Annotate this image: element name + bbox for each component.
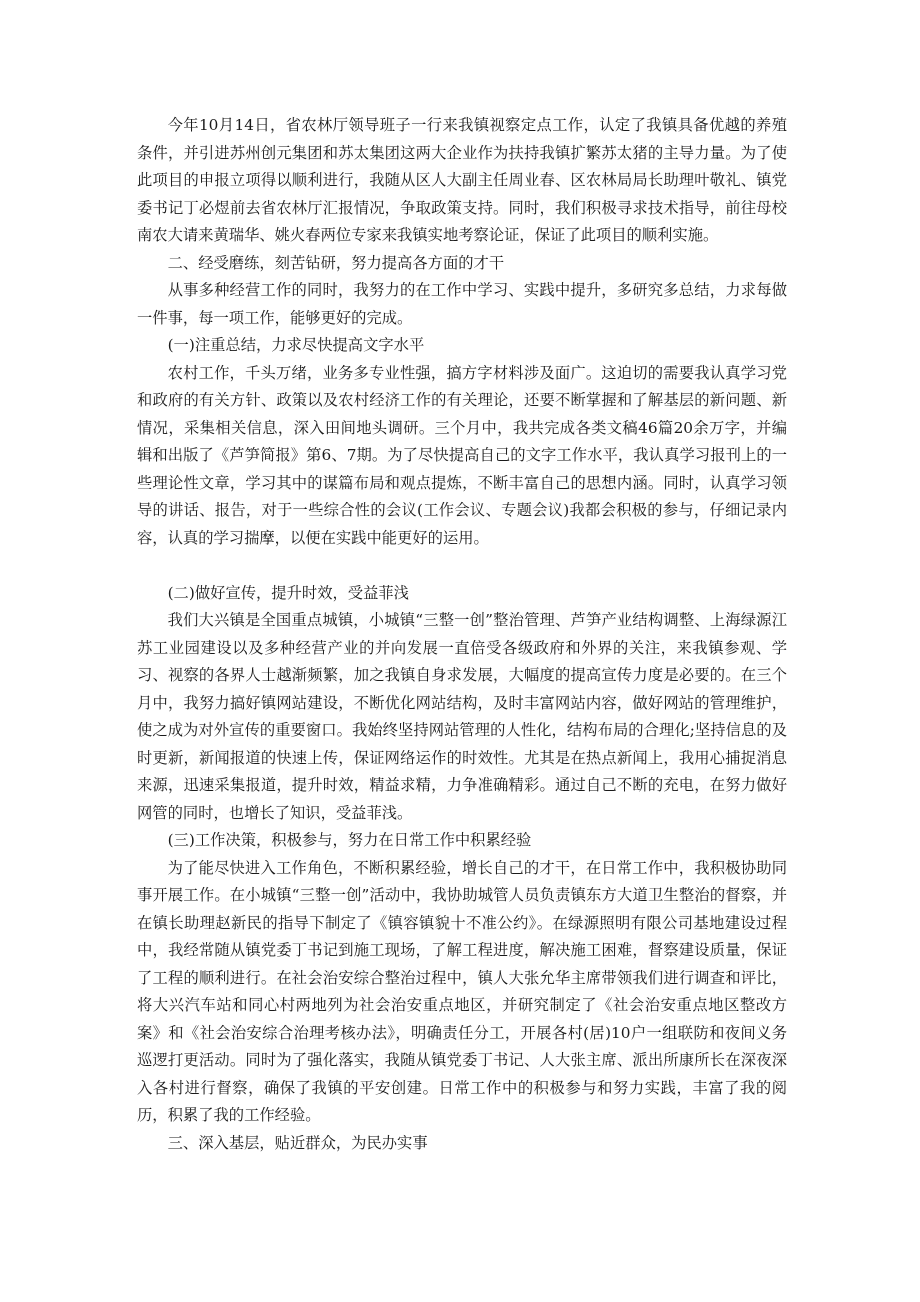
paragraph-4: 我们大兴镇是全国重点城镇，小城镇“三整一创”整治管理、芦笋产业结构调整、上海绿源江苏工业园建设以及多种经营产业的并向发展一直倍受各级政府和外界的关注，来我镇参观、学习、视察的各界人士越渐频繁，加之我镇自身求发展，大幅度的提高宣传力度是必要的。在三个月中，我努力搞好镇网站建设，不断优化网站结构，及时丰富网站内容，做好网站的管理维护，使之成为对外宣传的重要窗口。我始终坚持网站管理的人性化，结构布局的合理化;坚持信息的及时更新，新闻报道的快速上传，保证网络运作的时效性。尤其是在热点新闻上，我用心捕捉消息来源，迅速采集报道，提升时效，精益求精，力争准确精彩。通过自己不断的充电，在努力做好网管的同时，也增长了知识，受益菲浅。 [137, 611, 787, 822]
paragraph-2: 从事多种经营工作的同时，我努力的在工作中学习、实践中提升，多研究多总结，力求每做一件事，每一项工作，能够更好的完成。 [137, 281, 787, 327]
paragraph-1: 今年10月14日，省农林厅领导班子一行来我镇视察定点工作，认定了我镇具备优越的养殖条件，并引进苏州创元集团和苏太集团这两大企业作为扶持我镇扩繁苏太猪的主导力量。为了使此项目的申报立项得以顺利进行，我随从区人大副主任周业春、区农林局局长助理叶敬礼、镇党委书记丁必煜前去省农林厅汇报情况，争取政策支持。同时，我们积极寻求技术指导，前往母校南农大请来黄瑞华、姚火春两位专家来我镇实地考察论证，保证了此项目的顺利实施。 [137, 116, 787, 244]
document-body [137, 112, 787, 1157]
section-heading-3: 三、深入基层，贴近群众，为民办实事 [167, 1133, 428, 1152]
subsection-heading-1: (一)注重总结，力求尽快提高文字水平 [167, 336, 425, 354]
section-heading-2: 二、经受磨练，刻苦钻研，努力提高各方面的才干 [167, 253, 505, 272]
paragraph-3: 农村工作，千头万绪，业务多专业性强，搞方字材料涉及面广。这迫切的需要我认真学习党和政府的有关方针、政策以及农村经济工作的有关理论，还要不断掌握和了解基层的新问题、新情况，采集相关信息，深入田间地头调研。三个月中，我共完成各类文稿46篇20余万字，并编辑和出版了《芦笋简报》第6、7期。为了尽快提高自己的文字工作水平，我认真学习报刊上的一些理论性文章，学习其中的谋篇布局和观点提炼，不断丰富自己的思想内涵。同时，认真学习领导的讲话、报告，对于一些综合性的会议(工作会议、专题会议)我都会积极的参与，仔细记录内容，认真的学习揣摩，以便在实践中能更好的运用。 [137, 363, 787, 547]
paragraph-5: 为了能尽快进入工作角色，不断积累经验，增长自己的才干，在日常工作中，我积极协助同事开展工作。在小城镇“三整一创”活动中，我协助城管人员负责镇东方大道卫生整治的督察，并在镇长助理赵新民的指导下制定了《镇容镇貌十不准公约》。在绿源照明有限公司基地建设过程中，我经常随从镇党委丁书记到施工现场，了解工程进度，解决施工困难，督察建设质量，保证了工程的顺利进行。在社会治安综合整治过程中，镇人大张允华主席带领我们进行调查和评比，将大兴汽车站和同心村两地列为社会治安重点地区，并研究制定了《社会治安重点地区整改方案》和《社会治安综合治理考核办法》，明确责任分工，开展各村(居)10户一组联防和夜间义务巡逻打更活动。同时为了强化落实，我随从镇党委丁书记、人大张主席、派出所康所长在深夜深入各村进行督察，确保了我镇的平安创建。日常工作中的积极参与和努力实践，丰富了我的阅历，积累了我的工作经验。 [137, 858, 787, 1124]
subsection-heading-3: (三)工作决策，积极参与，努力在日常工作中积累经验 [167, 831, 532, 849]
subsection-heading-2: (二)做好宣传，提升时效，受益菲浅 [167, 583, 409, 602]
